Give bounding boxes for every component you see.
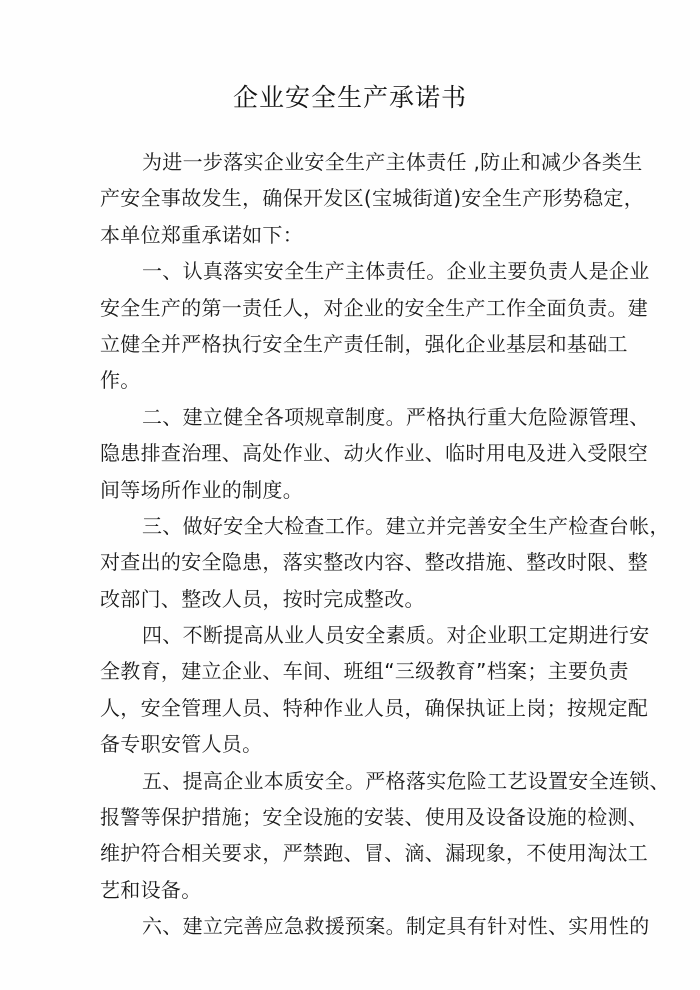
paragraph-intro (100, 144, 645, 253)
paragraph-item-3 (100, 508, 670, 617)
paragraph-item-5 (100, 763, 670, 909)
text-line: 报警等保护措施；安全设施的安装、使用及设备设施的检测、 (100, 805, 649, 830)
paragraph-item-1 (100, 253, 650, 399)
text-line: 四、不断提高从业人员安全素质。对企业职工定期进行安 (142, 623, 650, 648)
text-line: 维护符合相关要求，严禁跑、冒、滴、漏现象，不使用淘汰工 (100, 841, 649, 866)
paragraph-item-2 (100, 399, 650, 508)
text-line: 二、建立健全各项规章制度。严格执行重大危险源管理、 (142, 404, 650, 429)
text-line: 为进一步落实企业安全生产主体责任 ,防止和减少各类生 (142, 150, 643, 174)
text-line: 艺和设备。 (100, 877, 202, 902)
paragraph-item-6 (100, 908, 650, 944)
text-line: 改部门、整改人员，按时完成整改。 (100, 586, 425, 611)
document-body (100, 144, 670, 945)
text-line: 隐患排查治理、高处作业、动火作业、临时用电及进入受限空 (100, 441, 649, 466)
text-line: 一、认真落实安全生产主体责任。企业主要负责人是企业 (142, 259, 650, 284)
text-line: 安全生产的第一责任人，对企业的安全生产工作全面负责。建 (100, 295, 649, 320)
text-line: 六、建立完善应急救援预案。制定具有针对性、实用性的 (142, 914, 650, 939)
text-line: 三、做好安全大检查工作。建立并完善安全生产检查台帐， (142, 513, 670, 538)
text-line: 作。 (100, 368, 141, 393)
text-line: 人，安全管理人员、特种作业人员，确保执证上岗；按规定配 (100, 695, 649, 720)
paragraph-item-4 (100, 617, 650, 763)
text-line: 立健全并严格执行安全生产责任制，强化企业基层和基础工 (100, 331, 628, 356)
text-line: 产安全事故发生，确保开发区(宝城街道)安全生产形势稳定， (100, 186, 645, 211)
text-line: 五、提高企业本质安全。严格落实危险工艺设置安全连锁、 (142, 768, 670, 793)
text-line: 本单位郑重承诺如下： (100, 222, 303, 247)
text-line: 间等场所作业的制度。 (100, 477, 303, 502)
text-line: 全教育，建立企业、车间、班组“三级教育”档案；主要负责 (100, 659, 629, 684)
text-line: 备专职安管人员。 (100, 732, 263, 757)
text-line: 对查出的安全隐患，落实整改内容、整改措施、整改时限、整 (100, 550, 649, 575)
document-title: 企业安全生产承诺书 (232, 83, 467, 112)
